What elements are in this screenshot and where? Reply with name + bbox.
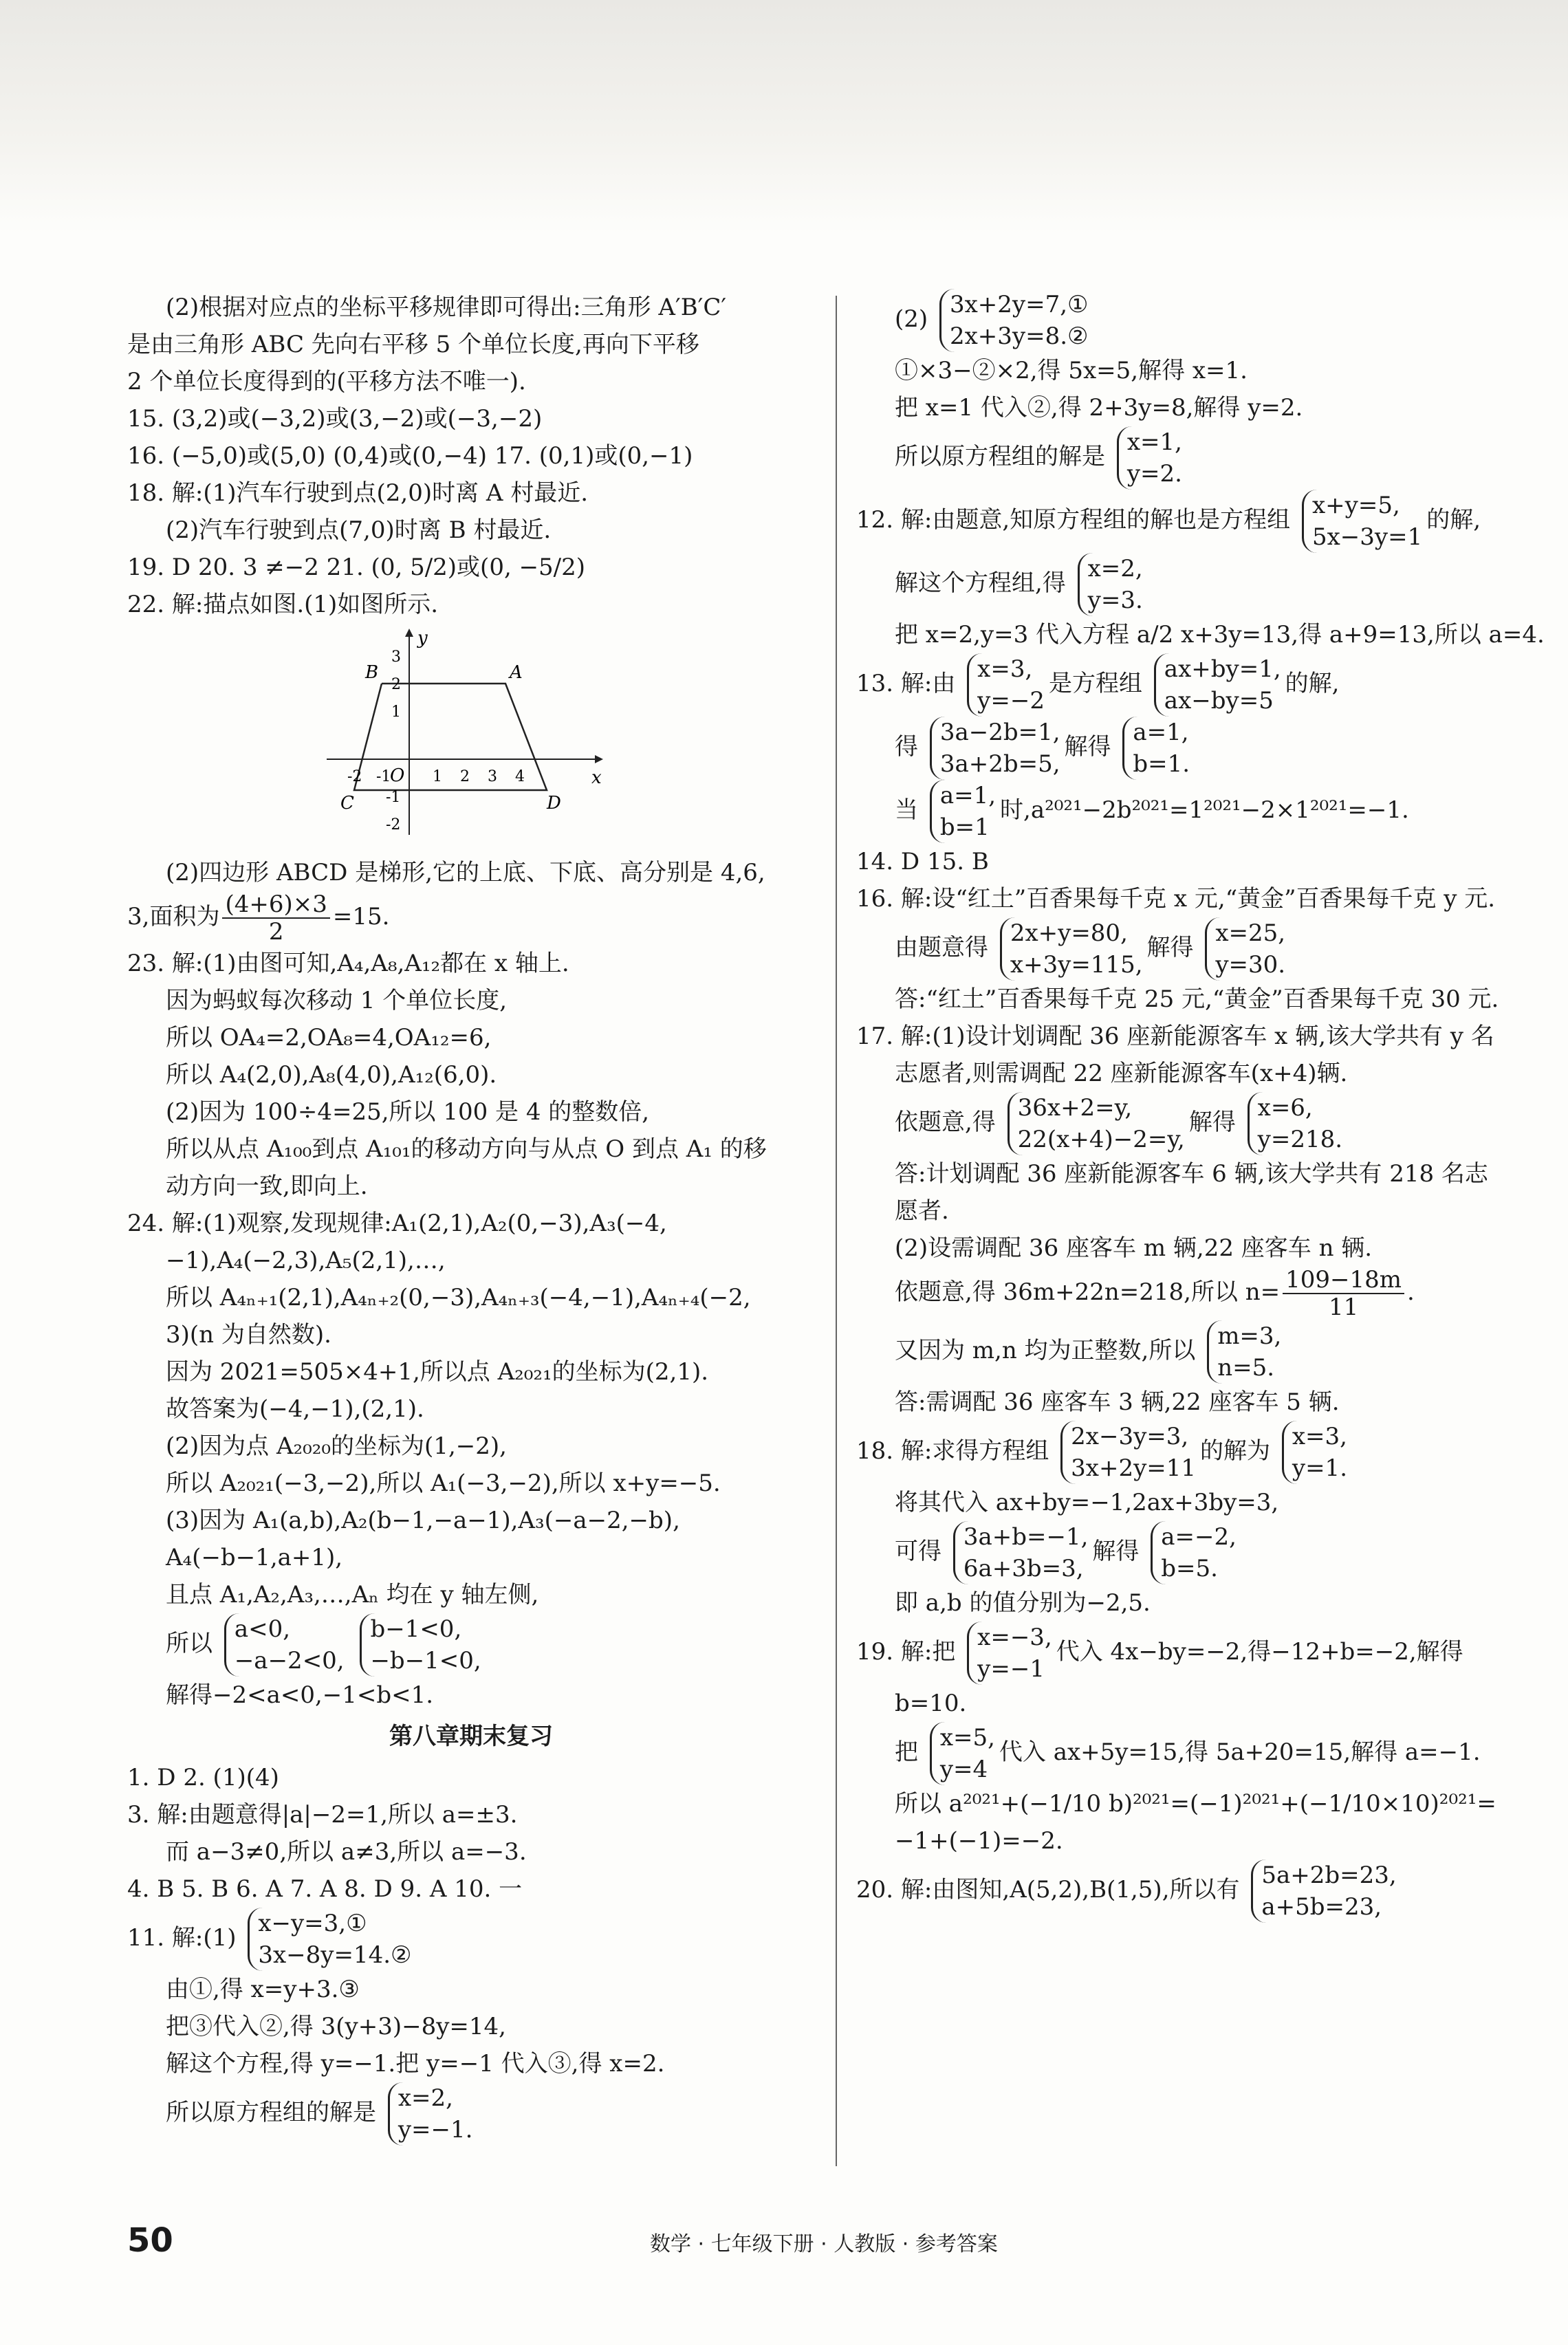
origin-label: O xyxy=(390,765,405,786)
text-line: 是由三角形 ABC 先向右平移 5 个单位长度,再向下平移 xyxy=(127,331,699,358)
text-line: 解得−2<a<0,−1<b<1. xyxy=(166,1681,434,1709)
text-line: 动方向一致,即向上. xyxy=(166,1172,368,1200)
text-line: 所以 A₂₀₂₁(−3,−2),所以 A₁(−3,−2),所以 x+y=−5. xyxy=(166,1470,721,1497)
equation-system: 5a+2b=23, a+5b=23, xyxy=(1251,1859,1396,1923)
text-line: 18. 解:(1)汽车行驶到点(2,0)时离 A 村最近. xyxy=(127,479,589,507)
x-tick-label: 3 xyxy=(488,768,497,785)
text-line: 即 a,b 的值分别为−2,5. xyxy=(895,1589,1151,1617)
column-divider xyxy=(836,296,837,2166)
text-line: (2)根据对应点的坐标平移规律即可得出:三角形 A′B′C′ xyxy=(166,294,727,321)
text-line: 把 x=5, y=4 代入 ax+5y=15,得 5a+20=15,解得 a=−1. xyxy=(856,1722,1503,1785)
text-line: (2)四边形 ABCD 是梯形,它的上底、下底、高分别是 4,6, xyxy=(166,859,765,886)
equation-system: a=−2, b=5. xyxy=(1151,1521,1237,1584)
equation-system: 2x+y=80, x+3y=115, xyxy=(1000,917,1143,981)
text-line: A₄(−b−1,a+1), xyxy=(166,1544,343,1571)
text-line: 答:“红土”百香果每千克 25 元,“黄金”百香果每千克 30 元. xyxy=(895,985,1499,1013)
footer-text: 数学 · 七年级下册 · 人教版 · 参考答案 xyxy=(650,2232,998,2256)
text-line: b=10. xyxy=(895,1690,967,1717)
text-line: −1+(−1)=−2. xyxy=(895,1827,1063,1855)
text-line: 12. 解:由题意,知原方程组的解也是方程组 x+y=5, 5x−3y=1 的解, xyxy=(856,490,1503,553)
text-line: 由①,得 x=y+3.③ xyxy=(166,1976,360,2003)
text-line: 20. 解:由图知,A(5,2),B(1,5),所以有 5a+2b=23, a+5b=23, xyxy=(856,1859,1503,1923)
equation-system: 3a+b=−1, 6a+3b=3, xyxy=(953,1521,1089,1584)
text-line: 11. 解:(1) x−y=3,① 3x−8y=14.② xyxy=(127,1908,815,1971)
text-line: 所以原方程组的解是 x=2, y=−1. xyxy=(127,2082,815,2146)
left-column xyxy=(127,289,815,2146)
text-line: 1. D 2. (1)(4) xyxy=(127,1764,279,1791)
bleed-through-area xyxy=(0,0,1568,234)
text-line: (2)因为点 A₂₀₂₀的坐标为(1,−2), xyxy=(166,1432,507,1460)
point-a-label: A xyxy=(510,662,523,683)
text-line: 把③代入②,得 3(y+3)−8y=14, xyxy=(166,2013,506,2040)
text-line: 4. B 5. B 6. A 7. A 8. D 9. A 10. 一 xyxy=(127,1875,523,1903)
x-tick-label: -1 xyxy=(376,768,391,785)
text-line: 解这个方程组,得 x=2, y=3. xyxy=(856,553,1503,616)
equation-system: a<0, −a−2<0, xyxy=(224,1613,345,1677)
fraction: $\frac{(4+6)\times 3}{2}$ xyxy=(222,891,329,945)
text-line: 因为蚂蚁每次移动 1 个单位长度, xyxy=(166,987,508,1014)
y-tick-label: 1 xyxy=(391,704,401,721)
text-line: 把 x=1 代入②,得 2+3y=8,解得 y=2. xyxy=(895,394,1303,422)
text-line: 愿者. xyxy=(895,1197,949,1225)
text-line: 23. 解:(1)由图可知,A₄,A₈,A₁₂都在 x 轴上. xyxy=(127,950,569,977)
equation-system: 36x+2=y, 22(x+4)−2=y, xyxy=(1008,1092,1185,1155)
x-arrow xyxy=(595,755,603,763)
equation-system: x=−3, y=−1 xyxy=(967,1622,1052,1685)
text-line: 2 个单位长度得到的(平移方法不唯一). xyxy=(127,368,526,395)
text-line: 所以从点 A₁₀₀到点 A₁₀₁的移动方向与从点 O 到点 A₁ 的移 xyxy=(166,1135,767,1163)
equation-system: x=5, y=4 xyxy=(930,1722,995,1785)
point-c-label: C xyxy=(340,793,354,814)
text-line: (2)设需调配 36 座客车 m 辆,22 座客车 n 辆. xyxy=(895,1234,1373,1262)
text-line: 故答案为(−4,−1),(2,1). xyxy=(166,1395,424,1423)
text-line: 17. 解:(1)设计划调配 36 座新能源客车 x 辆,该大学共有 y 名 xyxy=(856,1023,1494,1050)
fraction: $\frac{109-18m}{11}$ xyxy=(1283,1267,1404,1320)
text-line: 15. (3,2)或(−3,2)或(3,−2)或(−3,−2) xyxy=(127,405,543,433)
equation-system: x+y=5, 5x−3y=1 xyxy=(1302,490,1422,553)
equation-system: m=3, n=5. xyxy=(1207,1320,1281,1384)
text-line: 所以 A₄(2,0),A₈(4,0),A₁₂(6,0). xyxy=(166,1061,497,1089)
page-number: 50 xyxy=(127,2221,173,2260)
page-footer xyxy=(127,2221,1475,2262)
point-b-label: B xyxy=(365,662,379,683)
text-line: 所以 a<0, −a−2<0, b−1<0, −b−1<0, xyxy=(127,1613,815,1677)
x-tick-label: 2 xyxy=(460,768,470,785)
equation-system: 3x+2y=7,① 2x+3y=8.② xyxy=(939,289,1089,352)
text-line: (2)汽车行驶到点(7,0)时离 B 村最近. xyxy=(166,516,552,544)
equation-system: ax+by=1, ax−by=5 xyxy=(1154,653,1281,717)
text-line: 18. 解:求得方程组 2x−3y=3, 3x+2y=11 的解为 x=3, y=1. xyxy=(856,1421,1503,1484)
text-line: 13. 解:由 x=3, y=−2 是方程组 ax+by=1, ax−by=5 的解, xyxy=(856,653,1503,717)
text-line: 所以原方程组的解是 x=1, y=2. xyxy=(856,426,1503,490)
equation-system: a=1, b=1 xyxy=(930,780,996,843)
text-line: (2)因为 100÷4=25,所以 100 是 4 的整数倍, xyxy=(166,1098,650,1126)
point-d-label: D xyxy=(547,793,561,814)
text-line: 可得 3a+b=−1, 6a+3b=3, 解得 a=−2, b=5. xyxy=(856,1521,1503,1584)
text-line: 答:需调配 36 座客车 3 辆,22 座客车 5 辆. xyxy=(895,1388,1340,1416)
text-line: 所以 A₄ₙ₊₁(2,1),A₄ₙ₊₂(0,−3),A₄ₙ₊₃(−4,−1),A₄ₙ₊₄(−2, xyxy=(166,1284,751,1311)
y-arrow xyxy=(405,629,413,637)
text-line: 3)(n 为自然数). xyxy=(166,1321,331,1349)
text-line: 且点 A₁,A₂,A₃,…,Aₙ 均在 y 轴左侧, xyxy=(166,1581,539,1608)
text-line: 16. (−5,0)或(5,0) (0,4)或(0,−4) 17. (0,1)或(0,−1) xyxy=(127,442,693,470)
equation-system: a=1, b=1. xyxy=(1122,717,1190,780)
equation-system: x=2, y=−1. xyxy=(388,2082,473,2146)
equation-system: x=6, y=218. xyxy=(1248,1092,1342,1155)
equation-system: 3a−2b=1, 3a+2b=5, xyxy=(930,717,1060,780)
text-line: 志愿者,则需调配 22 座新能源客车(x+4)辆. xyxy=(895,1060,1348,1087)
chapter-title: 第八章期末复习 xyxy=(389,1723,553,1750)
y-tick-label: -1 xyxy=(386,789,401,806)
text-line: 依题意,得 36m+22n=218,所以 n= $\frac{109-18m}{11}$ . xyxy=(895,1266,1415,1321)
y-tick-label: 2 xyxy=(391,676,401,693)
text-line: 14. D 15. B xyxy=(856,848,989,875)
text-line: 解这个方程,得 y=−1.把 y=−1 代入③,得 x=2. xyxy=(166,2050,665,2077)
equation-system: x=25, y=30. xyxy=(1205,917,1285,981)
equation-system: b−1<0, −b−1<0, xyxy=(360,1613,481,1677)
x-tick-label: 1 xyxy=(433,768,442,785)
x-tick-label: -2 xyxy=(347,768,362,785)
equation-system: x=3, y=1. xyxy=(1282,1421,1347,1484)
text-line: 3,面积为 $\frac{(4+6)\times 3}{2}$ =15. xyxy=(127,891,390,946)
text-line: 由题意得 2x+y=80, x+3y=115, 解得 x=25, y=30. xyxy=(856,917,1503,981)
text-line: 而 a−3≠0,所以 a≠3,所以 a=−3. xyxy=(166,1838,527,1866)
x-tick-label: 4 xyxy=(515,768,525,785)
equation-system: x=2, y=3. xyxy=(1078,553,1143,616)
text-line: (2) 3x+2y=7,① 2x+3y=8.② xyxy=(856,289,1503,352)
text-line: 当 a=1, b=1 时,a²⁰²¹−2b²⁰²¹=1²⁰²¹−2×1²⁰²¹=−1. xyxy=(856,780,1503,843)
equation-system: x=1, y=2. xyxy=(1117,426,1182,490)
text-line: 22. 解:描点如图.(1)如图所示. xyxy=(127,591,439,618)
text-line: 把 x=2,y=3 代入方程 a/2 x+3y=13,得 a+9=13,所以 a=4. xyxy=(895,621,1545,648)
text-line: −1),A₄(−2,3),A₅(2,1),…, xyxy=(166,1247,446,1274)
coordinate-graph xyxy=(320,629,609,849)
text-line: 依题意,得 36x+2=y, 22(x+4)−2=y, 解得 x=6, y=218. xyxy=(856,1092,1503,1155)
text-line: ①×3−②×2,得 5x=5,解得 x=1. xyxy=(895,357,1248,384)
text-line: 16. 解:设“红土”百香果每千克 x 元,“黄金”百香果每千克 y 元. xyxy=(856,885,1496,913)
text-line: 3. 解:由题意得|a|−2=1,所以 a=±3. xyxy=(127,1801,518,1829)
y-tick-label: 3 xyxy=(391,648,401,666)
text-line: 又因为 m,n 均为正整数,所以 m=3, n=5. xyxy=(856,1320,1503,1384)
equation-system: x=3, y=−2 xyxy=(967,653,1045,717)
text-line: 19. 解:把 x=−3, y=−1 代入 4x−by=−2,得−12+b=−2,解得 xyxy=(856,1622,1503,1685)
text-line: 所以 a²⁰²¹+(−1/10 b)²⁰²¹=(−1)²⁰²¹+(−1/10×10)²⁰²¹= xyxy=(895,1790,1496,1818)
right-column xyxy=(856,289,1545,1923)
text-line: 所以 OA₄=2,OA₈=4,OA₁₂=6, xyxy=(166,1024,492,1051)
text-line: 19. D 20. 3 ≠−2 21. (0, 5/2)或(0, −5/2) xyxy=(127,554,586,581)
text-line: (3)因为 A₁(a,b),A₂(b−1,−a−1),A₃(−a−2,−b), xyxy=(166,1507,680,1534)
equation-system: 2x−3y=3, 3x+2y=11 xyxy=(1060,1421,1196,1484)
equation-system: x−y=3,① 3x−8y=14.② xyxy=(248,1908,411,1971)
text-line: 24. 解:(1)观察,发现规律:A₁(2,1),A₂(0,−3),A₃(−4, xyxy=(127,1210,667,1237)
text-line: 因为 2021=505×4+1,所以点 A₂₀₂₁的坐标为(2,1). xyxy=(166,1358,709,1386)
y-tick-label: -2 xyxy=(386,816,401,833)
axis-y-label: y xyxy=(417,629,428,648)
axis-x-label: x xyxy=(591,767,602,788)
text-line: 得 3a−2b=1, 3a+2b=5, 解得 a=1, b=1. xyxy=(856,717,1503,780)
text-line: 答:计划调配 36 座新能源客车 6 辆,该大学共有 218 名志 xyxy=(895,1160,1488,1188)
text-line: 将其代入 ax+by=−1,2ax+3by=3, xyxy=(895,1489,1279,1516)
